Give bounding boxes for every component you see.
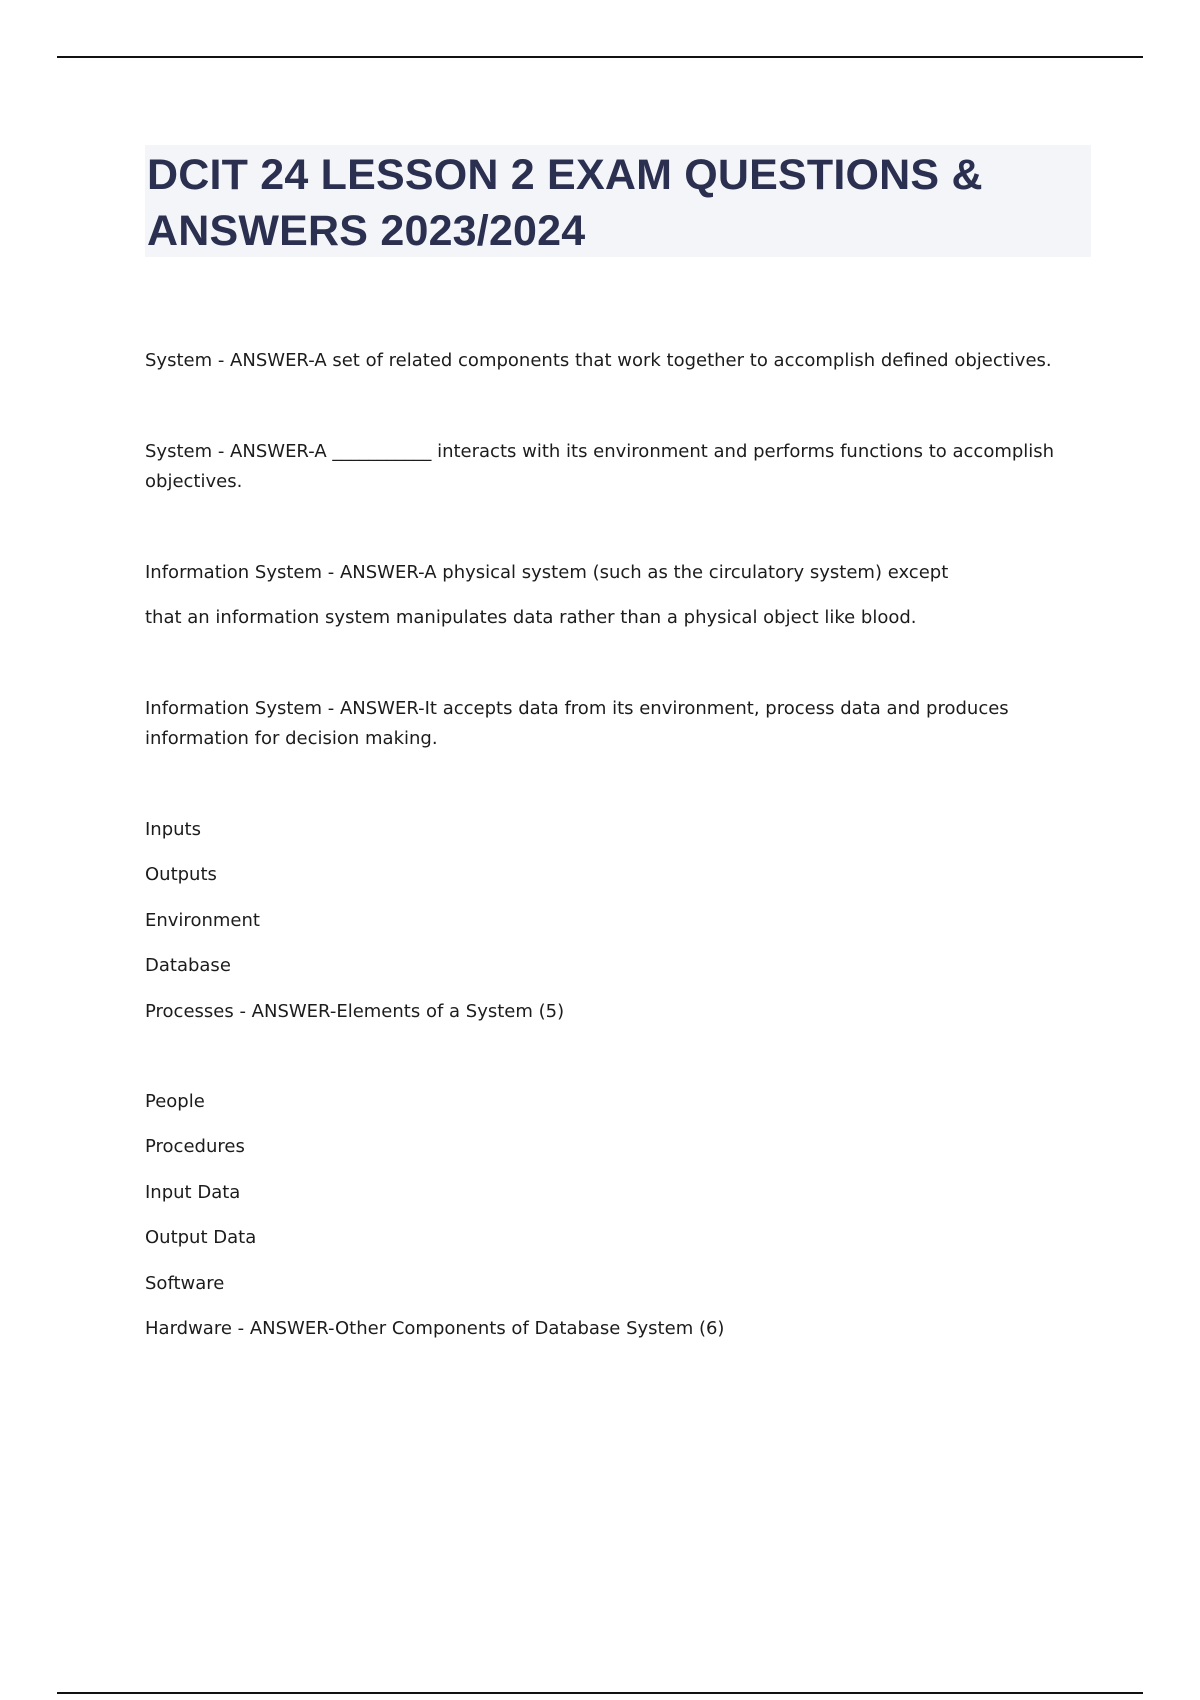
list-item: Procedures	[145, 1136, 245, 1157]
list-item: People	[145, 1091, 205, 1112]
qa-entry-info-system-2: Information System - ANSWER-It accepts data from its environment, process data and produces	[145, 698, 1009, 719]
qa-entry-system-1: System - ANSWER-A set of related components that work together to accomplish defined objectives.	[145, 350, 1052, 371]
title-line-2: ANSWERS 2023/2024	[147, 207, 586, 255]
list-item: Processes - ANSWER-Elements of a System (5)	[145, 1001, 565, 1022]
qa-entry-info-system-1: Information System - ANSWER-A physical system (such as the circulatory system) except	[145, 562, 949, 583]
document-title	[145, 145, 1091, 257]
title-line-1: DCIT 24 LESSON 2 EXAM QUESTIONS &	[147, 151, 983, 199]
list-item: Database	[145, 955, 231, 976]
bottom-rule	[57, 1692, 1143, 1694]
qa-entry-info-system-1-cont: that an information system manipulates data rather than a physical object like blood.	[145, 607, 917, 628]
list-item: Outputs	[145, 864, 217, 885]
list-item: Hardware - ANSWER-Other Components of Database System (6)	[145, 1318, 725, 1339]
list-item: Software	[145, 1273, 225, 1294]
list-item: Environment	[145, 910, 260, 931]
top-rule	[57, 56, 1143, 58]
qa-entry-info-system-2-cont: information for decision making.	[145, 728, 438, 749]
qa-entry-system-2-cont: objectives.	[145, 471, 243, 492]
qa-entry-system-2: System - ANSWER-A ___________ interacts with its environment and performs functions to accomplish	[145, 441, 1055, 462]
list-item: Inputs	[145, 819, 201, 840]
list-item: Output Data	[145, 1227, 257, 1248]
list-item: Input Data	[145, 1182, 241, 1203]
